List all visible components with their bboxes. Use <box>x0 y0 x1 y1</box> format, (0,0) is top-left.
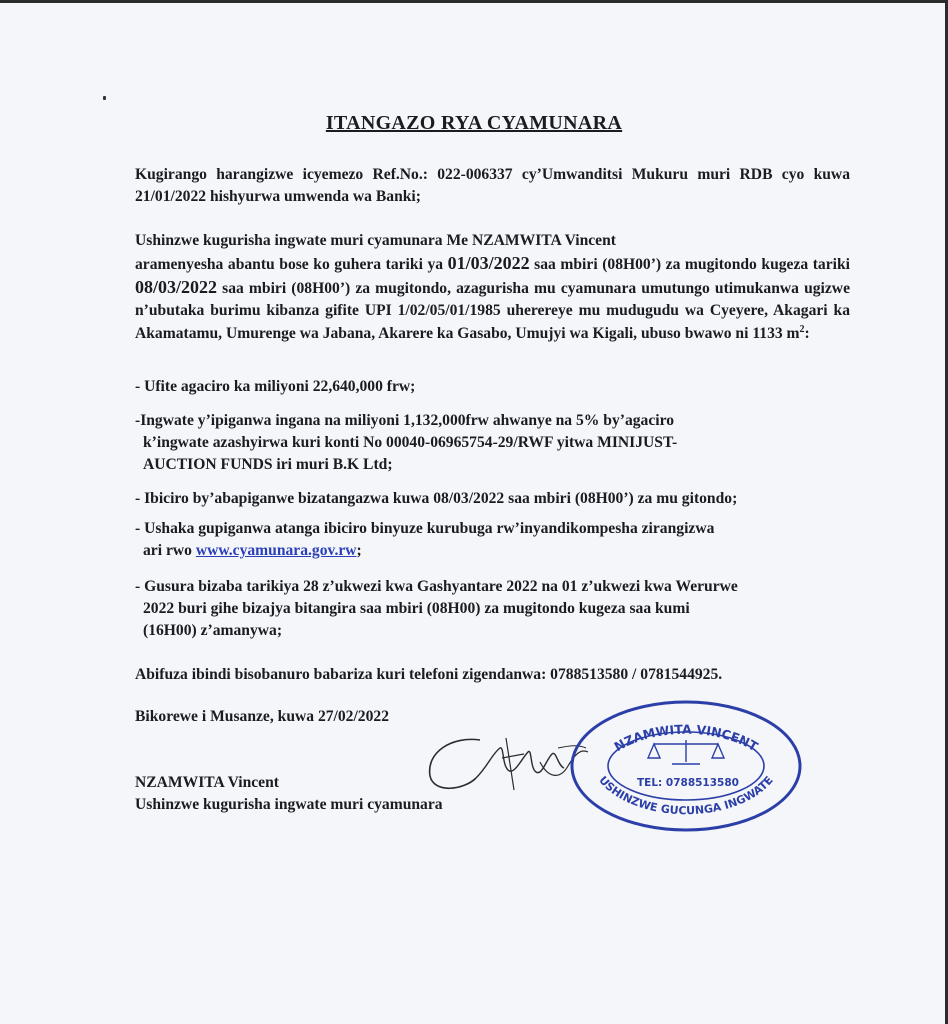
auction-details-paragraph <box>135 252 850 345</box>
signer-name: NZAMWITA Vincent <box>135 774 279 791</box>
details-part1: aramenyesha abantu bose ko guhera tariki ya <box>135 256 448 273</box>
contact-line: Abifuza ibindi bisobanuro babariza kuri telefoni zigendanwa: 0788513580 / 0781544925. <box>135 666 723 683</box>
stamp-top-text: NZAMWITA VINCENT <box>611 721 761 755</box>
signer-role: Ushinzwe kugurisha ingwate muri cyamunara <box>135 796 443 813</box>
bullet-guarantee-line3: AUCTION FUNDS iri muri B.K Ltd; <box>143 456 393 473</box>
notice-title: ITANGAZO RYA CYAMUNARA <box>325 112 623 134</box>
stamp-bottom-text: USHINZWE GUCUNGA INGWATE <box>596 773 776 818</box>
scan-edge-top <box>0 0 948 3</box>
end-date: 08/03/2022 <box>135 277 218 298</box>
stamp-phone: TEL: 0788513580 <box>637 777 739 789</box>
scale-icon <box>648 740 724 764</box>
area-exponent: 2 <box>799 323 805 335</box>
cyamunara-website-link[interactable]: www.cyamunara.gov.rw <box>195 542 357 559</box>
details-part4: : <box>804 324 810 342</box>
bullet-bid-line2 <box>135 540 858 562</box>
official-stamp <box>566 696 806 836</box>
bullet-visit-line3: (16H00) z’amanywa; <box>143 622 283 639</box>
bid-line2-suffix: ; <box>356 542 362 559</box>
bullet-visit-line2: 2022 buri gihe bizajya bitangira saa mbiri (08H00) za mugitondo kugeza saa kumi <box>143 600 690 617</box>
details-part3: saa mbiri (08H00’) za mugitondo, azagurisha mu cyamunara umutungo utimukanwa ugizwe n’ubutaka burimu kibanza gifite UPI 1/02/05/01/1985 uherereye mu mudugudu wa Cyeyere, Akagari ka Akamatamu, Umurenge wa Jabana, Akarere ka Gasabo, Umujyi wa Kigali, ubuso bwawo ni 1133 m <box>135 280 850 342</box>
intro-paragraph: Kugirango harangizwe icyemezo Ref.No.: 022-006337 cy’Umwanditsi Mukuru muri RDB cyo kuwa 21/01/2022 hishyurwa umwenda wa Banki; <box>135 166 850 206</box>
bid-line2-prefix: ari rwo <box>143 542 196 559</box>
bullet-visit-line1: - Gusura bizaba tarikiya 28 z’ukwezi kwa Gashyantare 2022 na 01 z’ukwezi kwa Werurwe <box>135 578 738 595</box>
bullet-bid-line1: - Ushaka gupiganwa atanga ibiciro binyuze kurubuga rw’inyandikompesha zirangizwa <box>135 520 715 537</box>
bullet-prices: - Ibiciro by’abapiganwe bizatangazwa kuwa 08/03/2022 saa mbiri (08H00’) za mu gitondo; <box>135 490 738 507</box>
scan-speck <box>103 96 106 100</box>
bullet-guarantee-line1: -Ingwate y’ipiganwa ingana na miliyoni 1,132,000frw ahwanye na 5% by’agaciro <box>135 412 675 429</box>
bullet-guarantee-line2: k’ingwate azashyirwa kuri konti No 00040-06965754-29/RWF yitwa MINIJUST- <box>143 434 678 451</box>
announcer-line: Ushinzwe kugurisha ingwate muri cyamunara Me NZAMWITA Vincent <box>135 232 616 249</box>
start-date: 01/03/2022 <box>447 253 530 273</box>
details-part2: saa mbiri (08H00’) za mugitondo kugeza tariki <box>529 256 850 273</box>
place-date-line: Bikorewe i Musanze, kuwa 27/02/2022 <box>135 708 389 725</box>
bullet-value: - Ufite agaciro ka miliyoni 22,640,000 frw; <box>135 378 416 395</box>
